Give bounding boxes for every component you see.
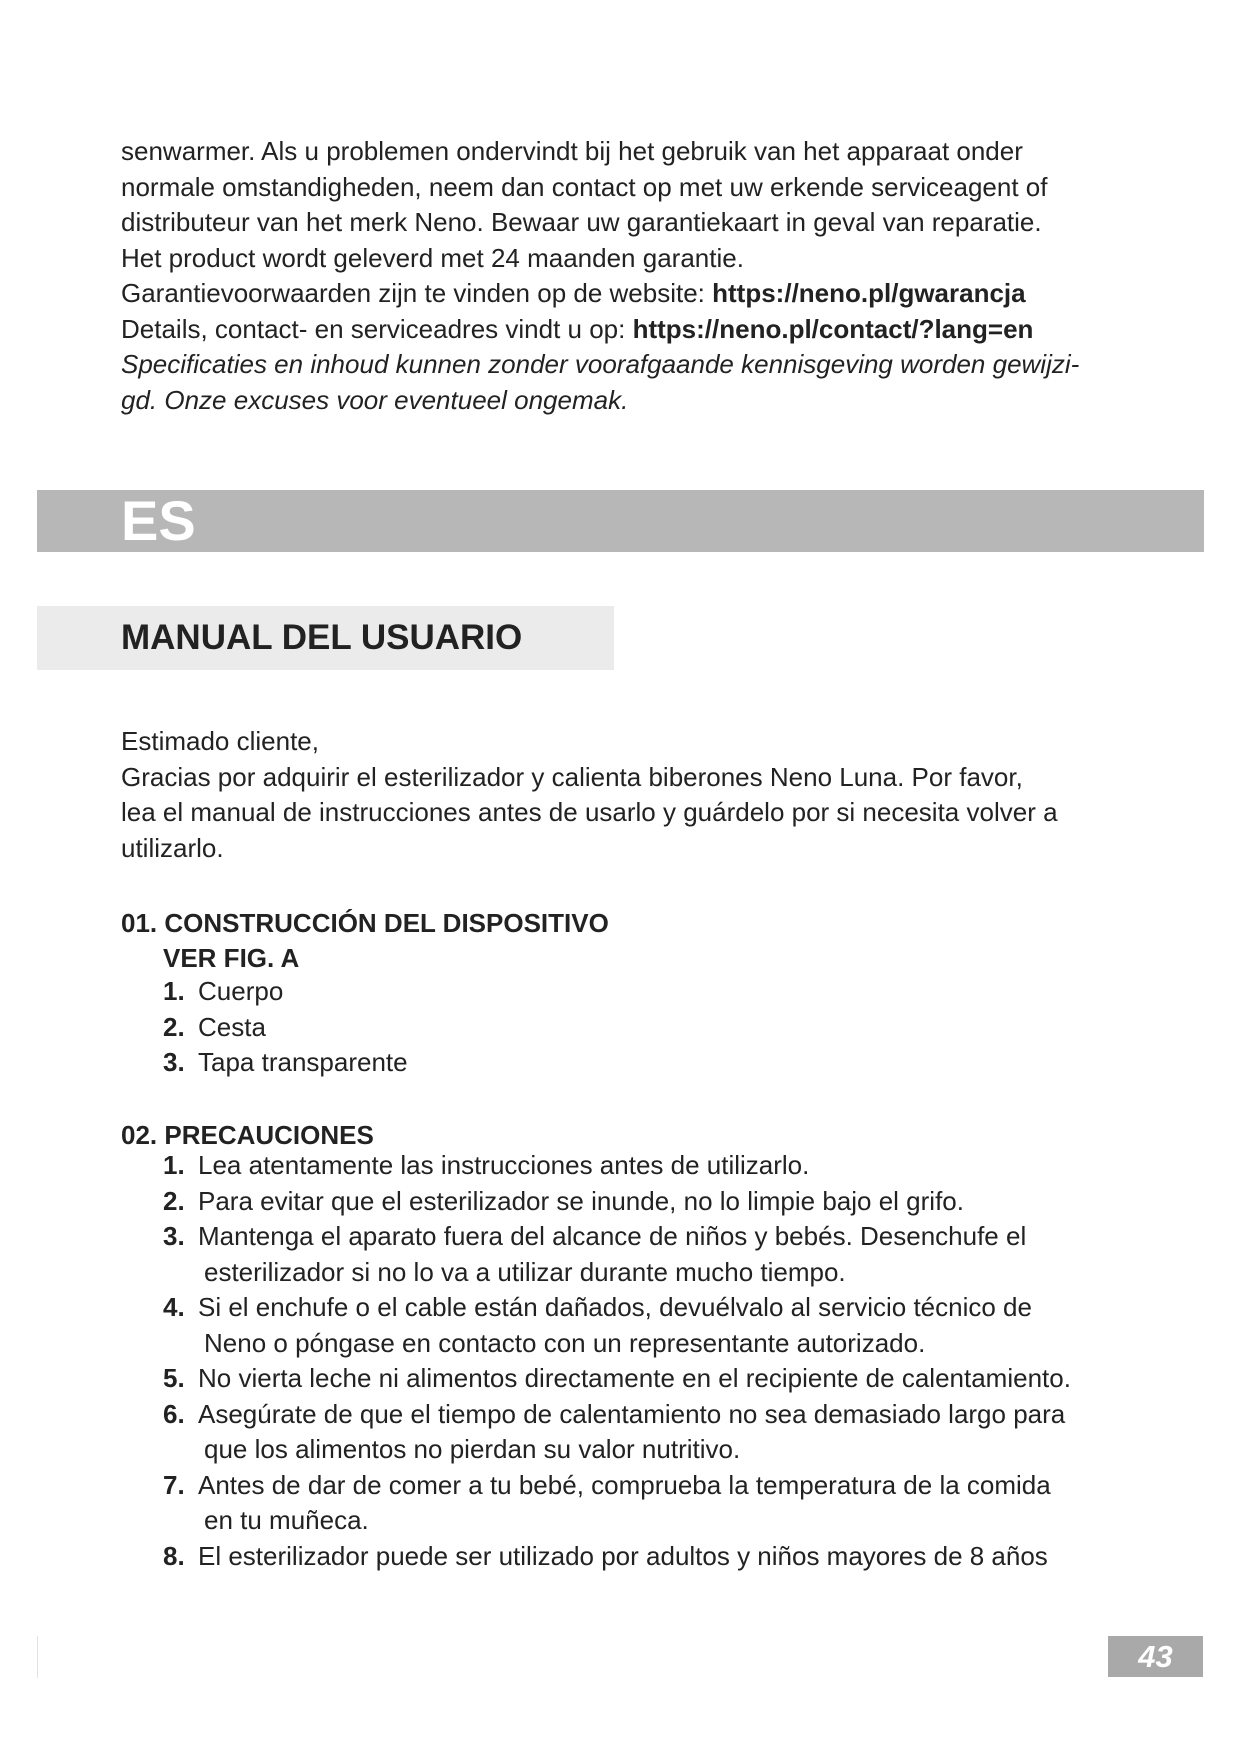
details-link[interactable]: https://neno.pl/contact/?lang=en: [632, 313, 1034, 344]
text-line: lea el manual de instrucciones antes de usarlo y guárdelo por si necesita volver a: [121, 797, 1058, 827]
language-code: ES: [121, 489, 196, 552]
details-line: [121, 312, 1121, 348]
item-number: 7.: [163, 1469, 185, 1500]
item-text: [198, 1290, 1163, 1361]
item-text: [198, 1468, 1163, 1539]
item-text: [198, 1148, 1163, 1184]
item-line: Mantenga el aparato fuera del alcance de niños y bebés. Desenchufe el: [198, 1221, 1027, 1251]
item-number: 5.: [163, 1363, 185, 1393]
page-number-box: [1108, 1636, 1203, 1677]
details-label: Details, contact- en serviceadres vindt u op:: [121, 313, 633, 344]
text-line: utilizarlo.: [121, 832, 224, 863]
dutch-warranty-text: [121, 134, 1121, 418]
item-text: Cuerpo: [198, 976, 284, 1006]
language-header-bar: [37, 490, 1204, 552]
item-text: [198, 1539, 1163, 1575]
item-number: 2.: [163, 1185, 185, 1216]
list-item: [163, 1468, 1163, 1539]
greeting: Estimado cliente,: [121, 726, 319, 756]
warranty-link[interactable]: https://neno.pl/gwarancja: [712, 278, 1026, 308]
text-line: normale omstandigheden, neem dan contact op met uw erkende serviceagent of: [121, 171, 1048, 202]
list-item: [163, 1539, 1163, 1575]
manual-title-bar: [37, 606, 614, 670]
item-number: 3.: [163, 1047, 185, 1077]
list-item: [163, 1184, 1163, 1220]
intro-text: [121, 724, 1121, 866]
item-line: No vierta leche ni alimentos directamente en el recipiente de calentamiento.: [198, 1363, 1071, 1393]
item-number: 3.: [163, 1221, 185, 1251]
notice-line: gd. Onze excuses voor eventueel ongemak.: [121, 384, 629, 415]
margin-divider: [37, 1636, 38, 1678]
item-text: [198, 1219, 1163, 1290]
item-line: Asegúrate de que el tiempo de calentamiento no sea demasiado largo para: [198, 1398, 1066, 1429]
text-line: distributeur van het merk Neno. Bewaar uw garantiekaart in geval van reparatie.: [121, 207, 1042, 237]
text-line: senwarmer. Als u problemen ondervindt bij het gebruik van het apparaat onder: [121, 136, 1023, 166]
list-item: [163, 974, 1163, 1010]
manual-title: MANUAL DEL USUARIO: [121, 618, 523, 657]
item-text: [198, 1397, 1163, 1468]
warranty-line: [121, 276, 1121, 312]
item-line: Antes de dar de comer a tu bebé, comprueba la temperatura de la comida: [198, 1469, 1051, 1500]
warranty-label: Garantievoorwaarden zijn te vinden op de website:: [121, 278, 713, 308]
list-item: [163, 1045, 1163, 1081]
section-title-construction: 01. CONSTRUCCIÓN DEL DISPOSITIVO: [121, 908, 609, 938]
item-line: en tu muñeca.: [204, 1505, 369, 1535]
item-line: El esterilizador puede ser utilizado por adultos y niños mayores de 8 años: [198, 1540, 1048, 1571]
item-line: esterilizador si no lo va a utilizar durante mucho tiempo.: [204, 1256, 846, 1287]
precautions-list: [163, 1148, 1163, 1574]
list-item: [163, 1148, 1163, 1184]
page-number: 43: [1138, 1639, 1173, 1674]
item-number: 1.: [163, 976, 185, 1006]
item-text: [198, 1184, 1163, 1220]
item-text: Cesta: [198, 1011, 266, 1042]
section-title-precautions: 02. PRECAUCIONES: [121, 1120, 374, 1150]
item-text: Tapa transparente: [198, 1047, 408, 1077]
item-line: Si el enchufe o el cable están dañados, devuélvalo al servicio técnico de: [198, 1292, 1032, 1322]
section-subtitle: VER FIG. A: [163, 943, 300, 973]
list-item: [163, 1361, 1163, 1397]
list-item: [163, 1219, 1163, 1290]
item-number: 2.: [163, 1011, 185, 1042]
item-number: 8.: [163, 1540, 185, 1571]
item-text: [198, 1361, 1163, 1397]
parts-list: [163, 974, 1163, 1081]
notice-line: Specificaties en inhoud kunnen zonder voorafgaande kennisgeving worden gewijzi-: [121, 349, 1080, 379]
text-line: Gracias por adquirir el esterilizador y calienta biberones Neno Luna. Por favor,: [121, 761, 1023, 792]
item-line: Para evitar que el esterilizador se inunde, no lo limpie bajo el grifo.: [198, 1185, 964, 1216]
list-item: [163, 1290, 1163, 1361]
text-line: Het product wordt geleverd met 24 maanden garantie.: [121, 242, 744, 273]
item-line: Lea atentamente las instrucciones antes de utilizarlo.: [198, 1150, 810, 1180]
list-item: [163, 1397, 1163, 1468]
list-item: [163, 1010, 1163, 1046]
item-number: 4.: [163, 1292, 185, 1322]
item-number: 6.: [163, 1398, 185, 1429]
item-number: 1.: [163, 1150, 185, 1180]
item-line: Neno o póngase en contacto con un representante autorizado.: [204, 1327, 926, 1358]
item-line: que los alimentos no pierdan su valor nutritivo.: [204, 1434, 741, 1464]
